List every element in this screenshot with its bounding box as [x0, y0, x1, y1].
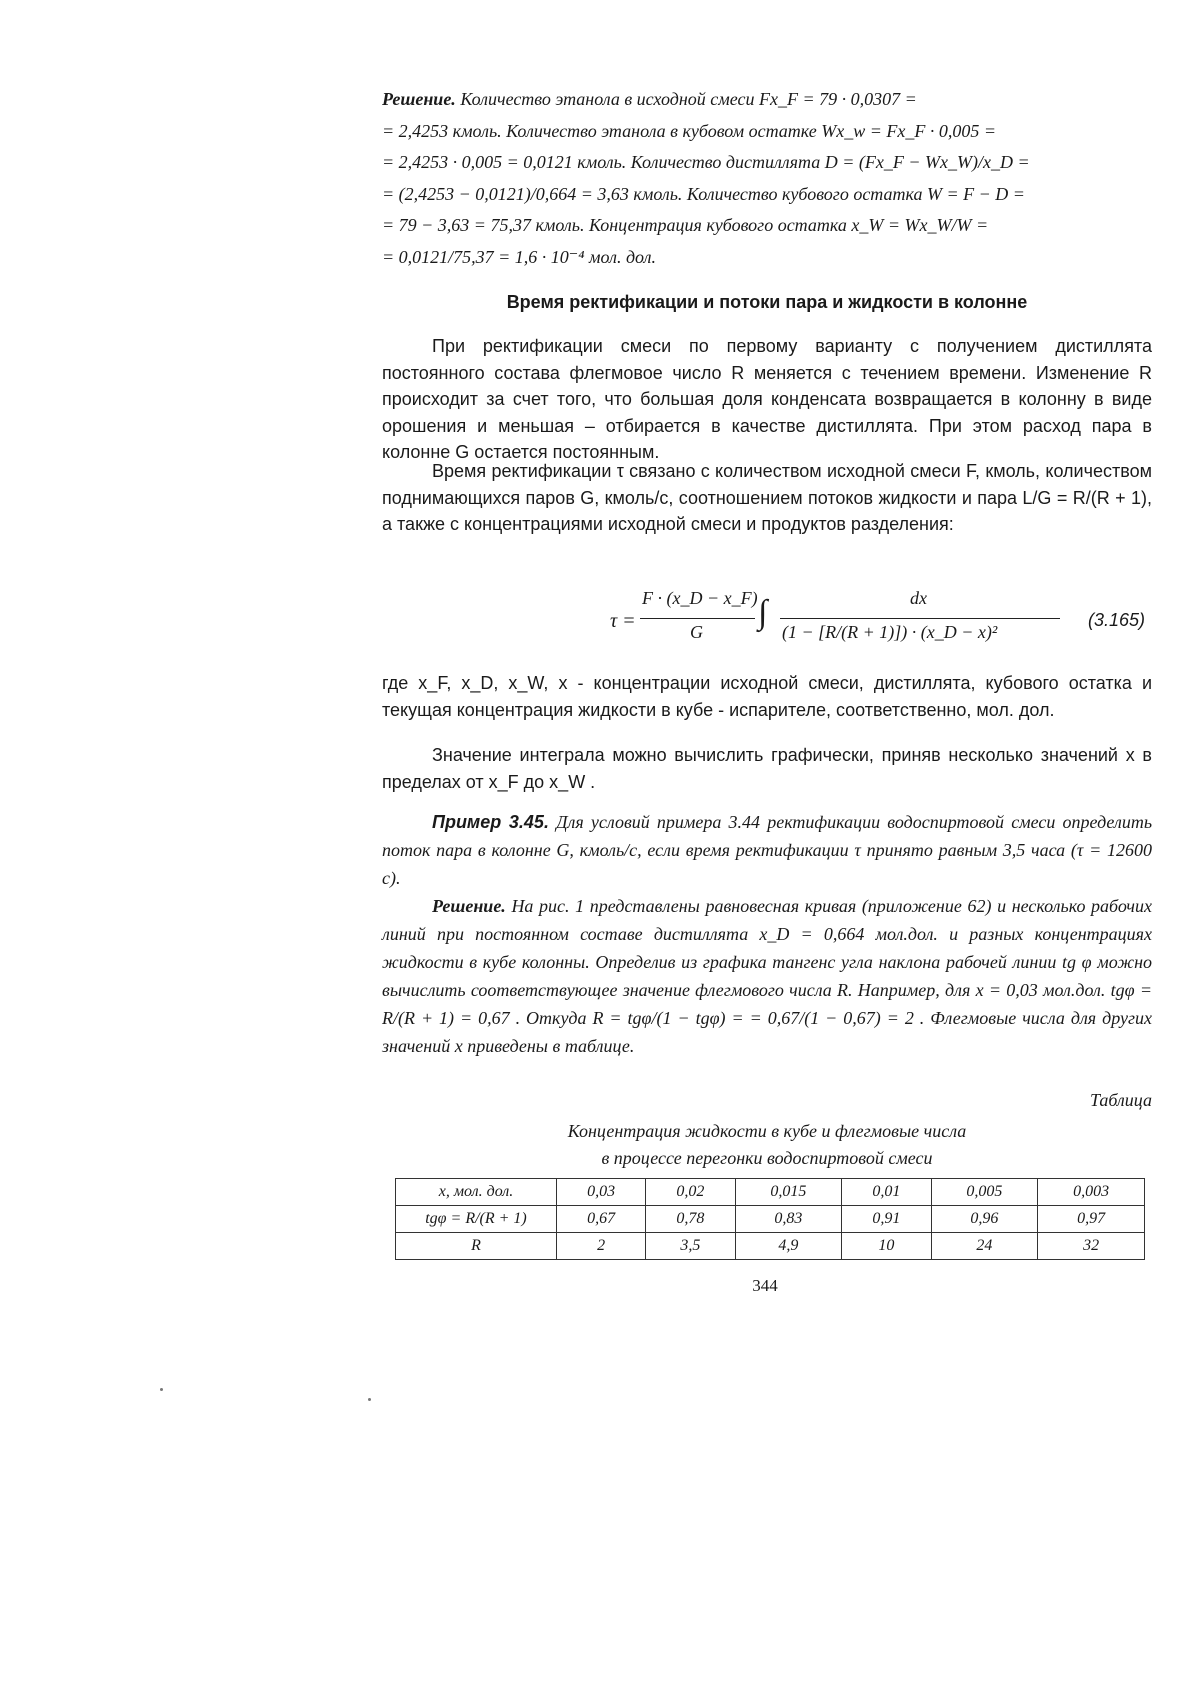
table-cell: 0,015 [735, 1179, 842, 1206]
table-cell: 0,78 [646, 1206, 735, 1233]
formula-denominator-1: G [690, 622, 703, 642]
scan-speck [160, 1388, 163, 1391]
example-label: Пример 3.45. [432, 812, 549, 832]
table-cell: 32 [1038, 1233, 1145, 1260]
table-cell: 2 [557, 1233, 646, 1260]
integral-sign: ∫ [758, 594, 768, 631]
example-solution-text: На рис. 1 представлены равновесная кривая (приложение 62) и несколько рабочих линий при постоянном составе дистиллята x_D = 0,664 мол.дол. и разных концентрациях жидкости в кубе колонны. Определив из графика тангенс угла наклона рабочей линии tg φ можно вычислить соответствующее значение флегмового числа R. Например, для x = 0,03 мол.дол. tgφ = R/(R + 1) = 0,67 . Откуда R = tgφ/(1 − tgφ) = = 0,67/(1 − 0,67) = 2 . Флегмовые числа для других значений x приведены в таблице. [382, 896, 1152, 1056]
page-number-row [0, 1276, 1190, 1296]
example-block [382, 808, 1152, 1060]
table-caption-line-2: в процессе перегонки водоспиртовой смеси [601, 1148, 933, 1168]
example-text: Для условий примера 3.44 ректификации водоспиртовой смеси определить поток пара в колонне G, кмоль/с, если время ректификации τ принято равным 3,5 часа (τ = 12600 с). [382, 812, 1153, 888]
table-caption [382, 1118, 1152, 1172]
table-row [396, 1179, 1145, 1206]
page-number: 344 [752, 1276, 778, 1295]
paragraph-4: Значение интеграла можно вычислить графически, приняв несколько значений x в пределах от x_F до x_W . [382, 745, 1152, 792]
table-cell: R [396, 1233, 557, 1260]
fraction-bar-2 [780, 618, 1060, 619]
equation-number: (3.165) [1088, 610, 1146, 630]
paragraph-3: где x_F, x_D, x_W, x - концентрации исходной смеси, дистиллята, кубового остатка и текущая концентрация жидкости в кубе - испарителе, соответственно, мол. дол. [382, 673, 1152, 720]
table-cell: 0,96 [931, 1206, 1038, 1233]
paragraph-1: При ректификации смеси по первому варианту с получением дистиллята постоянного состава флегмовое число R меняется с течением времени. Изменение R происходит за счет того, что большая доля конденсата возвращается в колонну в виде орошения и меньшая – отбирается в качестве дистиллята. При этом расход пара в колонне G остается постоянным. [382, 336, 1152, 462]
solution-label: Решение. [382, 89, 456, 109]
table-cell: 0,91 [842, 1206, 931, 1233]
table-caption-line-1: Концентрация жидкости в кубе и флегмовые числа [567, 1121, 967, 1141]
table-cell: 4,9 [735, 1233, 842, 1260]
section-title: Время ректификации и потоки пара и жидкости в колонне [506, 292, 1028, 312]
solution-block [382, 84, 1152, 273]
fraction-bar-1 [640, 618, 755, 619]
table-cell: 0,83 [735, 1206, 842, 1233]
solution-line-4: = (2,4253 − 0,0121)/0,664 = 3,63 кмоль. Количество кубового остатка W = F − D = [382, 183, 1025, 204]
formula-denominator-2: (1 − [R/(R + 1)]) · (x_D − x)² [782, 622, 998, 642]
solution-line-3: = 2,4253 · 0,005 = 0,0121 кмоль. Количество дистиллята D = (Fx_F − Wx_W)/x_D = [382, 152, 1030, 172]
table-cell: 0,67 [557, 1206, 646, 1233]
solution-line-2: = 2,4253 кмоль. Количество этанола в кубовом остатке Wx_w = Fx_F · 0,005 = [382, 120, 997, 141]
table-cell: 0,003 [1038, 1179, 1145, 1206]
solution-line-5: = 79 − 3,63 = 75,37 кмоль. Концентрация кубового остатка x_W = Wx_W/W = [382, 215, 989, 235]
formula-numerator-1: F · (x_D − x_F) [642, 588, 758, 608]
formula-3-165 [610, 588, 1150, 658]
table-cell: 0,03 [557, 1179, 646, 1206]
solution-line-1: Количество этанола в исходной смеси Fx_F = 79 · 0,0307 = [460, 89, 917, 109]
reflux-table [395, 1178, 1145, 1260]
table-cell: x, мол. дол. [396, 1179, 557, 1206]
table-cell: 3,5 [646, 1233, 735, 1260]
table-label: Таблица [1089, 1090, 1152, 1110]
scan-speck [368, 1398, 371, 1401]
formula-numerator-2: dx [910, 588, 927, 608]
table-cell: 0,97 [1038, 1206, 1145, 1233]
table-cell: 0,01 [842, 1179, 931, 1206]
table-row [396, 1206, 1145, 1233]
formula-lhs: τ = [610, 610, 636, 632]
table-cell: 10 [842, 1233, 931, 1260]
table-row [396, 1233, 1145, 1260]
example-solution-label: Решение. [432, 896, 506, 916]
table-cell: 0,02 [646, 1179, 735, 1206]
table-cell: 0,005 [931, 1179, 1038, 1206]
table-cell: 24 [931, 1233, 1038, 1260]
solution-line-6: = 0,0121/75,37 = 1,6 · 10⁻⁴ мол. дол. [382, 246, 656, 267]
paragraph-2: Время ректификации τ связано с количеством исходной смеси F, кмоль, количеством поднимающихся паров G, кмоль/с, соотношением потоков жидкости и пара L/G = R/(R + 1), а также с концентрациями исходной смеси и продуктов разделения: [382, 461, 1152, 534]
table-cell: tgφ = R/(R + 1) [396, 1206, 557, 1233]
